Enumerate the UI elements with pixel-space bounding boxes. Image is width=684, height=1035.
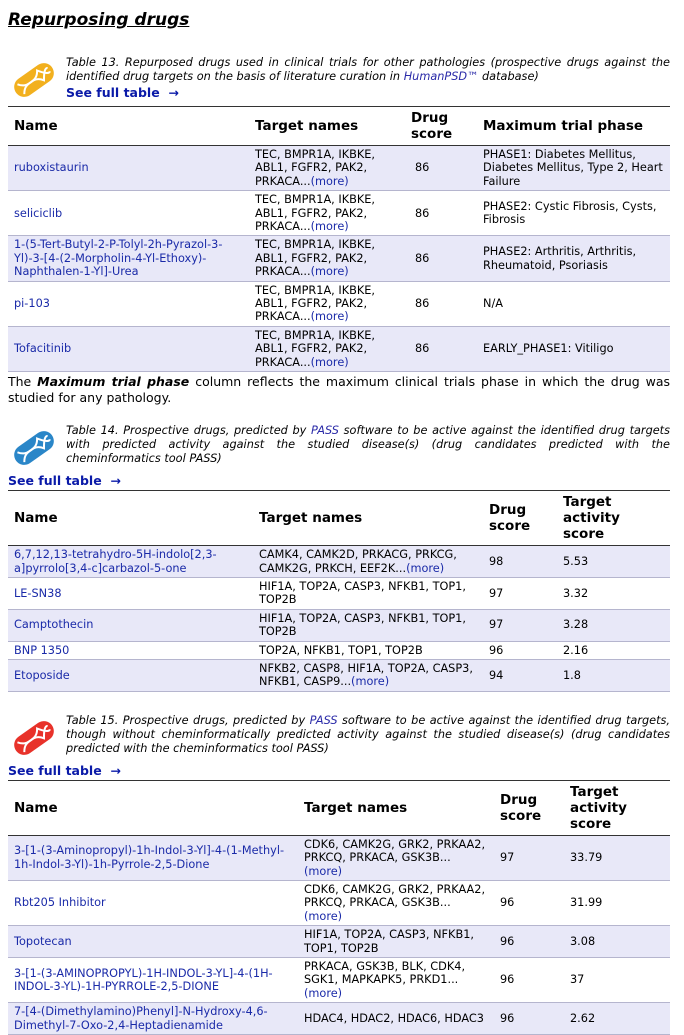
note-post: column reflects the maximum clinical trials phase in which the drug was studied for any pathology. (8, 374, 671, 406)
table-row (8, 880, 670, 925)
table13-caption-post: database) (478, 70, 539, 83)
pass-link[interactable]: PASS (311, 424, 339, 438)
activity-cell: 37 (564, 958, 670, 1003)
see-full-label: See full table (8, 473, 102, 489)
target-names-cell (253, 641, 483, 659)
yellow-dna-pill-icon (8, 56, 60, 104)
arrow-right-icon: → (110, 762, 121, 778)
header-drug-score: Drug score (409, 107, 477, 146)
drug-score-cell: 96 (494, 880, 564, 925)
table15-header-row (8, 780, 670, 835)
drug-name-link[interactable]: 1-(5-Tert-Butyl-2-P-Tolyl-2h-Pyrazol-3-Yl)-3-[4-(2-Morpholin-4-Yl-Ethoxy)-Naphthalen-1-Yl]-Urea (8, 236, 249, 281)
table-row (8, 191, 670, 236)
drug-score-cell: 97 (483, 609, 557, 641)
drug-score-cell: 86 (409, 281, 477, 326)
table14 (8, 490, 670, 692)
pass-link[interactable]: PASS (309, 713, 338, 727)
target-names-cell (298, 1003, 494, 1035)
table14-caption (8, 424, 670, 472)
target-names-text: NFKB2, CASP8, HIF1A, TOP2A, CASP3, NFKB1, CASP9... (259, 661, 473, 689)
note-pre: The (8, 374, 38, 390)
target-names-text: TEC, BMPR1A, IKBKE, ABL1, FGFR2, PAK2, PRKACA... (255, 238, 375, 279)
table-row (8, 926, 670, 958)
target-names-text: HIF1A, TOP2A, CASP3, NFKB1, TOP1, TOP2B (259, 579, 466, 607)
table-row (8, 281, 670, 326)
phase-cell: N/A (477, 281, 670, 326)
target-names-text: TEC, BMPR1A, IKBKE, ABL1, FGFR2, PAK2, PRKACA... (255, 148, 375, 188)
blue-dna-pill-icon (8, 424, 60, 472)
target-names-text: TOP2A, NFKB1, TOP1, TOP2B (259, 643, 423, 657)
table-row (8, 236, 670, 281)
drug-name-link[interactable]: BNP 1350 (8, 641, 253, 659)
table15-caption-post: software to be active against the identified drug targets, though without cheminformatically predicted activity against the studied disease(s) (drug candidates predicted with the cheminformatics tool PASS) (66, 713, 670, 755)
more-link[interactable]: (more) (304, 909, 343, 923)
target-names-text: TEC, BMPR1A, IKBKE, ABL1, FGFR2, PAK2, PRKACA... (255, 328, 375, 369)
target-names-text: HIF1A, TOP2A, CASP3, NFKB1, TOP1, TOP2B (304, 928, 474, 955)
note-bold: Maximum trial phase (37, 374, 190, 390)
section-title: Repurposing drugs (8, 10, 190, 30)
activity-cell: 3.08 (564, 926, 670, 958)
more-link[interactable]: (more) (304, 986, 343, 1000)
table-row (8, 659, 670, 691)
target-names-text: CAMK4, CAMK2D, PRKACG, PRKCG, CAMK2G, PRKCH, EEF2K... (259, 548, 457, 575)
activity-cell: 31.99 (564, 880, 670, 925)
phase-cell: PHASE2: Arthritis, Arthritis, Rheumatoid, Psoriasis (477, 236, 670, 281)
table15 (8, 780, 670, 1035)
target-names-text: CDK6, CAMK2G, GRK2, PRKAA2, PRKCQ, PRKACA, GSK3B... (304, 882, 486, 910)
target-names-cell (253, 546, 483, 578)
more-link[interactable]: (more) (310, 220, 349, 234)
drug-score-cell: 97 (494, 835, 564, 880)
activity-cell: 5.53 (557, 546, 670, 578)
more-link[interactable]: (more) (304, 864, 343, 878)
target-names-cell (298, 926, 494, 958)
drug-name-link[interactable]: Topotecan (8, 926, 298, 958)
activity-cell: 1.8 (557, 659, 670, 691)
header-target-names: Target names (298, 780, 494, 835)
drug-score-cell: 96 (494, 926, 564, 958)
drug-name-link[interactable]: 3-[1-(3-AMINOPROPYL)-1H-INDOL-3-YL]-4-(1H-INDOL-3-YL)-1H-PYRROLE-2,5-DIONE (8, 958, 298, 1003)
table-row (8, 1003, 670, 1035)
header-drug-score: Drug score (483, 491, 557, 546)
target-names-cell (253, 659, 483, 691)
table15-see-full-link[interactable] (8, 763, 121, 778)
phase-cell: EARLY_PHASE1: Vitiligo (477, 326, 670, 371)
see-full-label: See full table (66, 85, 160, 100)
activity-cell: 3.32 (557, 577, 670, 609)
more-link[interactable]: (more) (351, 675, 390, 689)
drug-name-link[interactable]: 6,7,12,13-tetrahydro-5H-indolo[2,3-a]pyrrolo[3,4-c]carbazol-5-one (8, 546, 253, 578)
header-target-activity-score: Target activity score (564, 780, 670, 835)
header-max-trial-phase: Maximum trial phase (477, 107, 670, 146)
table13-caption (8, 56, 670, 104)
table13 (8, 106, 670, 372)
drug-name-link[interactable]: Rbt205 Inhibitor (8, 880, 298, 925)
target-names-text: HIF1A, TOP2A, CASP3, NFKB1, TOP1, TOP2B (259, 611, 466, 639)
target-names-cell (253, 609, 483, 641)
drug-name-link[interactable]: Etoposide (8, 659, 253, 691)
table-row (8, 326, 670, 371)
more-link[interactable]: (more) (406, 561, 445, 575)
drug-score-cell: 86 (409, 236, 477, 281)
table-row (8, 577, 670, 609)
table-row (8, 835, 670, 880)
table15-caption-pre: Table 15. Prospective drugs, predicted by (66, 713, 310, 727)
target-names-text: PRKACA, GSK3B, BLK, CDK4, SGK1, MAPKAPK5, PRKD1... (304, 960, 466, 987)
drug-score-cell: 86 (409, 191, 477, 236)
drug-score-cell: 96 (494, 958, 564, 1003)
header-name: Name (8, 780, 298, 835)
table-row (8, 958, 670, 1003)
header-name: Name (8, 107, 249, 146)
drug-score-cell: 96 (483, 641, 557, 659)
target-names-cell (298, 880, 494, 925)
activity-cell: 2.16 (557, 641, 670, 659)
table14-caption-pre: Table 14. Prospective drugs, predicted by (66, 424, 312, 438)
drug-name-link[interactable]: Camptothecin (8, 609, 253, 641)
table15-caption (8, 714, 670, 762)
table13-caption-pre: Table 13. Repurposed drugs used in clinical trials for other pathologies (prospective drugs against the identified drug targets on the basis of literature curation in (66, 56, 670, 83)
target-names-text: TEC, BMPR1A, IKBKE, ABL1, FGFR2, PAK2, PRKACA... (255, 193, 375, 234)
drug-score-cell: 97 (483, 577, 557, 609)
table13-see-full-link[interactable] (66, 85, 179, 100)
table-row (8, 146, 670, 191)
drug-score-cell: 98 (483, 546, 557, 578)
target-names-cell (249, 236, 409, 281)
target-names-cell (298, 835, 494, 880)
more-link[interactable]: (more) (310, 174, 349, 188)
target-names-cell (249, 191, 409, 236)
drug-name-link[interactable]: LE-SN38 (8, 577, 253, 609)
drug-name-link[interactable]: 7-[4-(Dimethylamino)Phenyl]-N-Hydroxy-4,6-Dimethyl-7-Oxo-2,4-Heptadienamide (8, 1003, 298, 1035)
table14-see-full-link[interactable] (8, 473, 121, 488)
table-row (8, 609, 670, 641)
see-full-label: See full table (8, 762, 102, 778)
target-names-cell (298, 958, 494, 1003)
activity-cell: 3.28 (557, 609, 670, 641)
table14-header-row (8, 491, 670, 546)
red-dna-pill-icon (8, 714, 60, 762)
header-target-names: Target names (249, 107, 409, 146)
header-drug-score: Drug score (494, 780, 564, 835)
more-link[interactable]: (more) (310, 355, 349, 369)
table13-header-row (8, 107, 670, 146)
target-names-text: CDK6, CAMK2G, GRK2, PRKAA2, PRKCQ, PRKACA, GSK3B... (304, 837, 486, 865)
drug-name-link[interactable]: seliciclib (8, 191, 249, 236)
drug-score-cell: 96 (494, 1003, 564, 1035)
drug-name-link[interactable]: pi-103 (8, 281, 249, 326)
activity-cell: 2.62 (564, 1003, 670, 1035)
target-names-cell (249, 146, 409, 191)
table14-caption-post: software to be active against the identified drug targets with predicted activity against the studied disease(s) (drug candidates predicted with the cheminformatics tool PASS) (66, 424, 670, 466)
table-row (8, 641, 670, 659)
drug-name-link[interactable]: ruboxistaurin (8, 146, 249, 191)
header-name: Name (8, 491, 253, 546)
arrow-right-icon: → (110, 473, 121, 489)
humanpsd-link[interactable]: HumanPSD™ (403, 70, 479, 83)
target-names-text: HDAC4, HDAC2, HDAC6, HDAC3 (304, 1011, 484, 1025)
drug-score-cell: 86 (409, 146, 477, 191)
more-link[interactable]: (more) (310, 310, 349, 324)
drug-score-cell: 86 (409, 326, 477, 371)
target-names-cell (249, 326, 409, 371)
target-names-cell (253, 577, 483, 609)
activity-cell: 33.79 (564, 835, 670, 880)
phase-cell: PHASE2: Cystic Fibrosis, Cysts, Fibrosis (477, 191, 670, 236)
drug-name-link[interactable]: 3-[1-(3-Aminopropyl)-1h-Indol-3-Yl]-4-(1-Methyl-1h-Indol-3-Yl)-1h-Pyrrole-2,5-Dione (8, 835, 298, 880)
drug-name-link[interactable]: Tofacitinib (8, 326, 249, 371)
target-names-text: TEC, BMPR1A, IKBKE, ABL1, FGFR2, PAK2, PRKACA... (255, 283, 375, 324)
header-target-activity-score: Target activity score (557, 491, 670, 546)
phase-cell: PHASE1: Diabetes Mellitus, Diabetes Mellitus, Type 2, Heart Failure (477, 146, 670, 191)
table-row (8, 546, 670, 578)
header-target-names: Target names (253, 491, 483, 546)
drug-score-cell: 94 (483, 659, 557, 691)
arrow-right-icon: → (168, 85, 179, 100)
more-link[interactable]: (more) (310, 265, 349, 279)
table13-note (8, 374, 670, 406)
target-names-cell (249, 281, 409, 326)
